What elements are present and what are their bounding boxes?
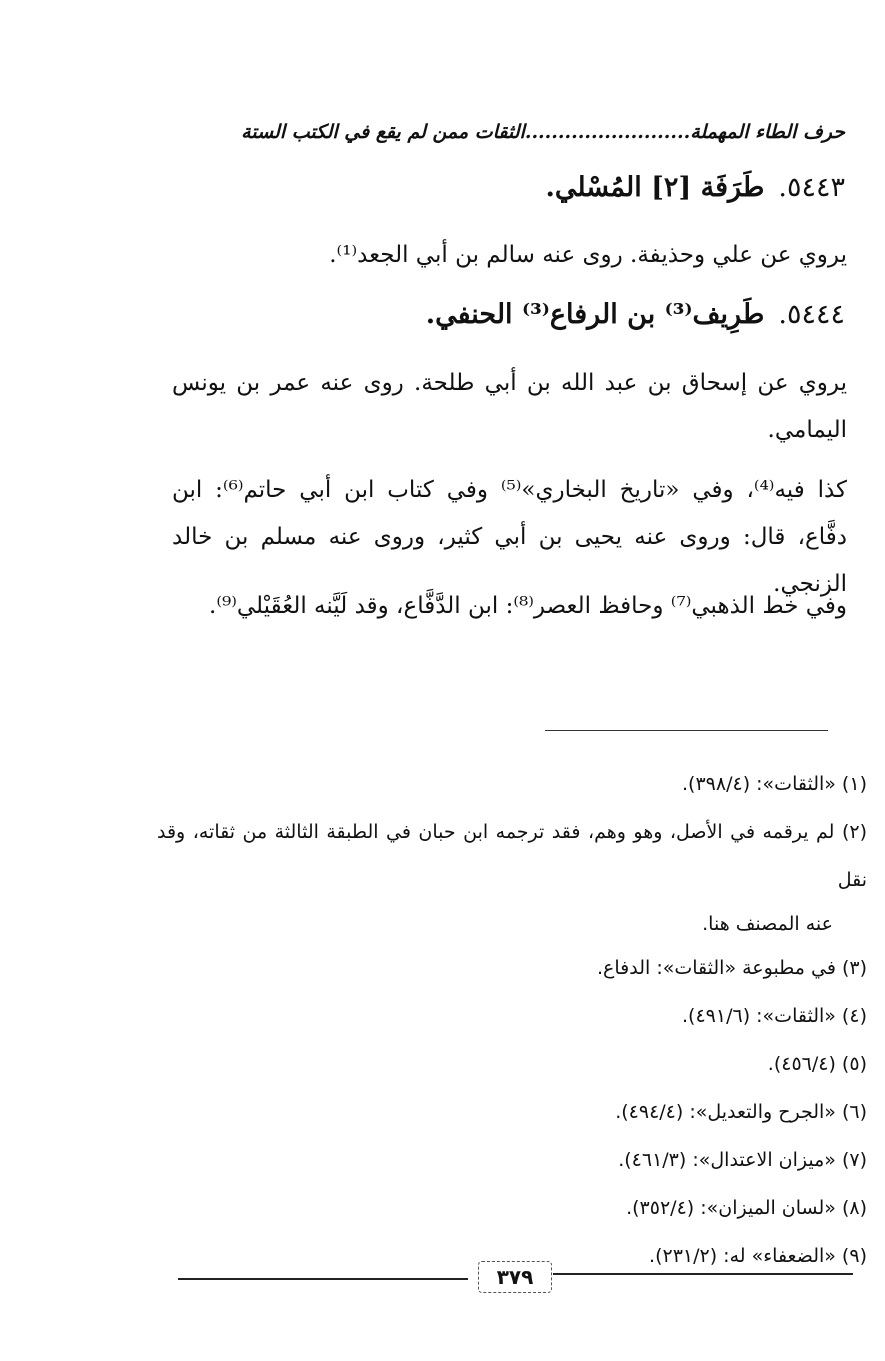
footnote-2-text: (٢) لم يرقمه في الأصل، وهو وهم، فقد ترجمه ابن حبان في الطبقة الثالثة من ثقاته، وقد نقل <box>157 821 867 891</box>
page-footer <box>178 1258 853 1298</box>
footnote-6: (٦) «الجرح والتعديل»: (٤٩٤/٤). <box>615 1101 867 1123</box>
footnote-4: (٤) «الثقات»: (٤٩١/٦). <box>682 1005 867 1027</box>
commentary-paragraph-1: كذا فيه⁽⁴⁾، وفي «تاريخ البخاري»⁽⁵⁾ وفي كتاب ابن أبي حاتم⁽⁶⁾: ابن دفَّاع، قال: وروى عنه يحيى بن أبي كثير، وروى عنه مسلم بن خالد الزنجي. <box>172 477 847 597</box>
entry-number: ٥٤٤٣. <box>778 172 845 203</box>
footnote-7: (٧) «ميزان الاعتدال»: (٤٦١/٣). <box>618 1149 867 1171</box>
entry-name: طَرِيف⁽³⁾ بن الرفاع⁽³⁾ الحنفي. <box>425 299 765 330</box>
footnotes <box>157 760 867 1280</box>
entry-body-5443: يروي عن علي وحذيفة. روى عنه سالم بن أبي الجعد⁽¹⁾. <box>329 242 847 268</box>
footnote-2-continuation: عنه المصنف هنا. <box>702 913 833 935</box>
footnote-1: (١) «الثقات»: (٣٩٨/٤). <box>682 773 867 795</box>
entry-title-5444 <box>145 295 845 335</box>
footnote-9: (٩) «الضعفاء» له: (٢٣١/٢). <box>649 1245 867 1267</box>
commentary-paragraph-2: وفي خط الذهبي⁽⁷⁾ وحافظ العصر⁽⁸⁾: ابن الدَّفَّاع، وقد لَيَّنه العُقَيْلي⁽⁹⁾. <box>209 593 847 619</box>
footnote-2 <box>157 808 867 944</box>
footer-rule-right <box>553 1273 853 1275</box>
footnote-separator <box>545 730 828 731</box>
footnote-5: (٥) (٤٥٦/٤). <box>767 1053 867 1075</box>
entry-number: ٥٤٤٤. <box>778 299 845 330</box>
entry-body-5444: يروي عن إسحاق بن عبد الله بن أبي طلحة. روى عنه عمر بن يونس اليمامي. <box>172 370 847 443</box>
footnote-8: (٨) «لسان الميزان»: (٣٥٢/٤). <box>626 1197 867 1219</box>
page-number: ٣٧٩ <box>478 1261 552 1293</box>
footer-rule-left <box>178 1278 468 1280</box>
running-header: حرف الطاء المهملة.........................الثقات ممن لم يقع في الكتب الستة <box>241 121 845 143</box>
footnote-3: (٣) في مطبوعة «الثقات»: الدفاع. <box>597 957 867 979</box>
entry-title-5443 <box>145 168 845 208</box>
entry-name: طَرَفَة [٢] المُسْلي. <box>545 172 765 203</box>
